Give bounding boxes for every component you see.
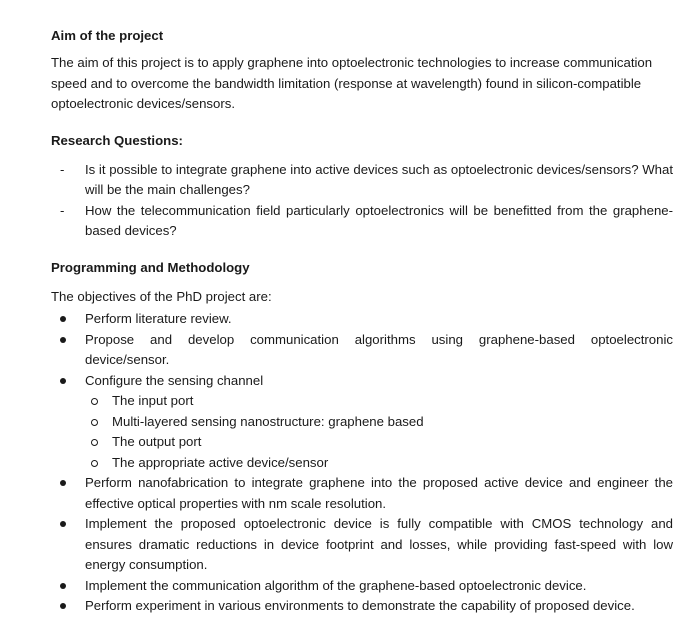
methodology-heading: Programming and Methodology: [51, 259, 250, 275]
list-item: [51, 330, 673, 371]
sub-item-text: The input port: [112, 393, 194, 408]
objective-text: Propose and develop communication algorithms using graphene-based optoelectronic device/sensor.: [85, 331, 673, 367]
list-item: [51, 514, 673, 576]
list-item: [51, 432, 673, 453]
bullet-circle-icon: [91, 460, 98, 467]
bullet-circle-icon: [91, 398, 98, 405]
list-item: [51, 391, 673, 412]
objectives-list: [51, 309, 673, 391]
list-item: [51, 473, 673, 514]
bullet-circle-icon: [91, 439, 98, 446]
research-questions-list: [51, 160, 673, 242]
bullet-dot-icon: [60, 603, 66, 609]
list-item: [51, 576, 673, 597]
list-item: [51, 309, 673, 330]
objective-text: Perform experiment in various environments to demonstrate the capability of proposed device.: [85, 598, 635, 613]
list-item: [51, 160, 673, 201]
bullet-dot-icon: [60, 583, 66, 589]
sensing-channel-sublist: [51, 391, 673, 473]
list-item: [51, 412, 673, 433]
objectives-intro: The objectives of the PhD project are:: [51, 288, 272, 304]
list-item: [51, 596, 673, 617]
bullet-dot-icon: [60, 337, 66, 343]
list-item: [51, 201, 673, 242]
dash-marker: -: [60, 161, 65, 177]
list-item: [51, 371, 673, 392]
bullet-dot-icon: [60, 480, 66, 486]
sub-item-text: Multi-layered sensing nanostructure: graphene based: [112, 413, 424, 429]
bullet-dot-icon: [60, 378, 66, 384]
objective-text: Configure the sensing channel: [85, 372, 264, 388]
dash-marker: -: [60, 202, 65, 218]
question-text: How the telecommunication field particularly optoelectronics will be benefitted from the graphene-based devices?: [85, 202, 673, 238]
objective-text: Implement the proposed optoelectronic device is fully compatible with CMOS technology and ensures dramatic reductions in device footprint and losses, while providing fast-speed with low energy consumption.: [85, 516, 673, 572]
objective-text: Implement the communication algorithm of the graphene-based optoelectronic device.: [85, 577, 587, 593]
bullet-dot-icon: [60, 316, 66, 322]
objective-text: Perform literature review.: [85, 311, 232, 326]
bullet-dot-icon: [60, 521, 66, 527]
aim-paragraph: The aim of this project is to apply graphene into optoelectronic technologies to increase communication speed and to overcome the bandwidth limitation (response at wavelength) found in silicon-compatible optoelectronic devices/sensors.: [51, 55, 653, 111]
research-questions-heading: Research Questions:: [51, 132, 183, 148]
sub-item-text: The appropriate active device/sensor: [112, 454, 329, 470]
sub-item-text: The output port: [112, 434, 202, 449]
objective-text: Perform nanofabrication to integrate graphene into the proposed active device and engineer the effective optical properties with nm scale resolution.: [85, 475, 673, 511]
list-item: [51, 453, 673, 474]
document-page: [51, 26, 673, 617]
objectives-list-continued: [51, 473, 673, 617]
bullet-circle-icon: [91, 419, 98, 426]
aim-heading: Aim of the project: [51, 28, 164, 43]
question-text: Is it possible to integrate graphene into active devices such as optoelectronic devices/sensors? What will be the main challenges?: [85, 161, 673, 197]
